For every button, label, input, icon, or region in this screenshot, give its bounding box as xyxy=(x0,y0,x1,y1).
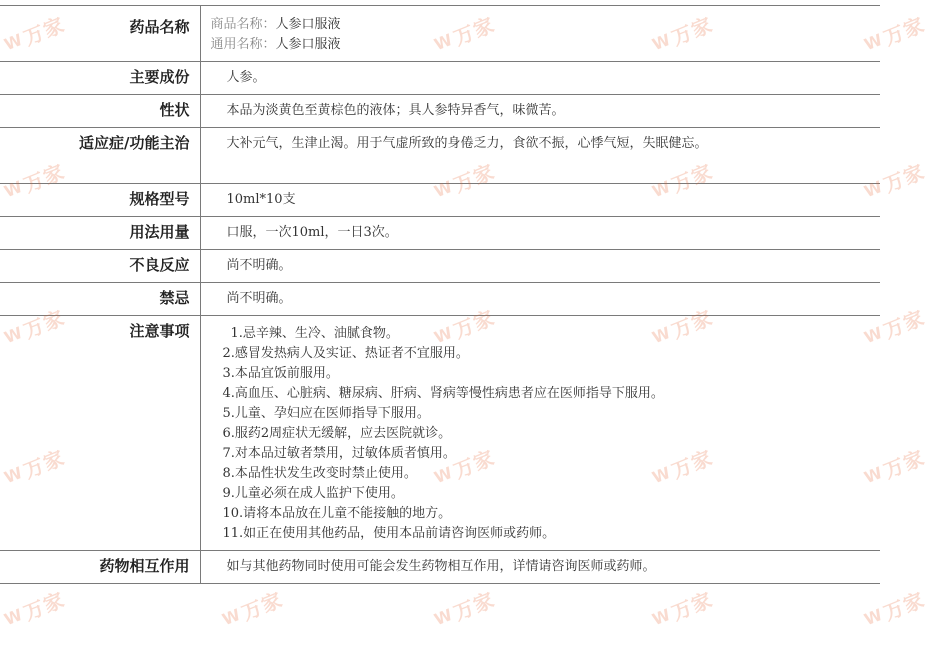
drug-info-table xyxy=(0,5,880,584)
watermark-text: 万家 xyxy=(880,304,929,343)
precaution-item: 1.忌辛辣、生冷、油腻食物。 xyxy=(230,326,399,341)
watermark-mark: W xyxy=(861,176,885,201)
specification-value: 10ml*10支 xyxy=(200,184,880,217)
adverse-reactions-label: 不良反应 xyxy=(0,250,200,283)
brand-name-value: 人参口服液 xyxy=(275,17,341,32)
precaution-item: 2.感冒发热病人及实证、热证者不宜服用。 xyxy=(222,346,469,361)
interactions-label: 药物相互作用 xyxy=(0,551,200,584)
watermark-text: 万家 xyxy=(20,304,69,343)
watermark-text: 万家 xyxy=(450,444,499,483)
watermark-mark: W xyxy=(649,322,673,347)
indications-value: 大补元气，生津止渴。用于气虚所致的身倦乏力，食欲不振，心悸气短，失眠健忘。 xyxy=(200,128,880,184)
watermark-text: 万家 xyxy=(880,158,929,197)
watermark-mark: W xyxy=(649,176,673,201)
precaution-item: 3.本品宜饭前服用。 xyxy=(222,366,339,381)
adverse-reactions-value: 尚不明确。 xyxy=(200,250,880,283)
row-adverse-reactions xyxy=(0,250,880,283)
row-precautions xyxy=(0,316,880,551)
watermark-text: 万家 xyxy=(668,586,717,625)
watermark-mark: W xyxy=(861,604,885,629)
ingredients-value: 人参。 xyxy=(200,62,880,95)
row-drug-name xyxy=(0,6,880,62)
dosage-label: 用法用量 xyxy=(0,217,200,250)
watermark-mark: W xyxy=(1,322,25,347)
brand-name-prefix: 商品名称： xyxy=(210,17,276,32)
precautions-list xyxy=(223,324,869,544)
precautions-label: 注意事项 xyxy=(0,316,200,551)
indications-label: 适应症/功能主治 xyxy=(0,128,200,184)
watermark-mark: W xyxy=(431,176,455,201)
drug-name-label: 药品名称 xyxy=(0,6,200,62)
watermark-mark: W xyxy=(431,29,455,54)
precaution-item: 9.儿童必须在成人监护下使用。 xyxy=(222,486,404,501)
precaution-item: 6.服药2周症状无缓解，应去医院就诊。 xyxy=(222,426,452,441)
watermark-text: 万家 xyxy=(450,11,499,50)
contraindications-label: 禁忌 xyxy=(0,283,200,316)
watermark-mark: W xyxy=(649,604,673,629)
row-ingredients xyxy=(0,62,880,95)
watermark-mark: W xyxy=(861,29,885,54)
watermark-mark: W xyxy=(1,176,25,201)
precaution-item: 8.本品性状发生改变时禁止使用。 xyxy=(222,466,417,481)
watermark-text: 万家 xyxy=(668,304,717,343)
watermark-mark: W xyxy=(649,29,673,54)
watermark-mark: W xyxy=(219,604,243,629)
watermark-text: 万家 xyxy=(20,444,69,483)
watermark-text: 万家 xyxy=(20,586,69,625)
watermark-text: 万家 xyxy=(238,586,287,625)
contraindications-value: 尚不明确。 xyxy=(200,283,880,316)
generic-name-prefix: 通用名称： xyxy=(210,37,276,52)
watermark-mark: W xyxy=(861,462,885,487)
precaution-item: 4.高血压、心脏病、糖尿病、肝病、肾病等慢性病患者应在医师指导下服用。 xyxy=(222,386,664,401)
interactions-value: 如与其他药物同时使用可能会发生药物相互作用，详情请咨询医师或药师。 xyxy=(200,551,880,584)
generic-name-value: 人参口服液 xyxy=(275,37,341,52)
watermark-mark: W xyxy=(649,462,673,487)
watermark-logo xyxy=(647,576,732,634)
row-dosage xyxy=(0,217,880,250)
precaution-item: 10.请将本品放在儿童不能接触的地方。 xyxy=(222,506,452,521)
row-properties xyxy=(0,95,880,128)
generic-name-line xyxy=(211,35,869,55)
row-interactions xyxy=(0,551,880,584)
watermark-mark: W xyxy=(431,462,455,487)
precaution-item: 11.如正在使用其他药品，使用本品前请咨询医师或药师。 xyxy=(222,526,556,541)
watermark-text: 万家 xyxy=(880,586,929,625)
specification-label: 规格型号 xyxy=(0,184,200,217)
watermark-text: 万家 xyxy=(668,444,717,483)
watermark-text: 万家 xyxy=(450,158,499,197)
watermark-text: 万家 xyxy=(450,586,499,625)
watermark-text: 万家 xyxy=(450,304,499,343)
precaution-item: 5.儿童、孕妇应在医师指导下服用。 xyxy=(222,406,430,421)
watermark-text: 万家 xyxy=(668,158,717,197)
watermark-text: 万家 xyxy=(668,11,717,50)
precautions-value xyxy=(200,316,880,551)
row-specification xyxy=(0,184,880,217)
watermark-logo xyxy=(429,576,514,634)
watermark-logo xyxy=(217,576,302,634)
watermark-mark: W xyxy=(861,322,885,347)
row-indications xyxy=(0,128,880,184)
precaution-item: 7.对本品过敏者禁用，过敏体质者慎用。 xyxy=(222,446,456,461)
watermark-text: 万家 xyxy=(880,11,929,50)
watermark-logo xyxy=(859,576,944,634)
watermark-text: 万家 xyxy=(880,444,929,483)
properties-label: 性状 xyxy=(0,95,200,128)
watermark-mark: W xyxy=(1,604,25,629)
watermark-text: 万家 xyxy=(20,11,69,50)
properties-value: 本品为淡黄色至黄棕色的液体；具人参特异香气，味微苦。 xyxy=(200,95,880,128)
watermark-mark: W xyxy=(1,462,25,487)
drug-name-value xyxy=(200,6,880,62)
ingredients-label: 主要成份 xyxy=(0,62,200,95)
watermark-mark: W xyxy=(1,29,25,54)
watermark-mark: W xyxy=(431,604,455,629)
watermark-mark: W xyxy=(431,322,455,347)
dosage-value: 口服，一次10ml，一日3次。 xyxy=(200,217,880,250)
watermark-text: 万家 xyxy=(20,158,69,197)
row-contraindications xyxy=(0,283,880,316)
watermark-logo xyxy=(0,576,85,634)
brand-name-line xyxy=(211,15,869,35)
